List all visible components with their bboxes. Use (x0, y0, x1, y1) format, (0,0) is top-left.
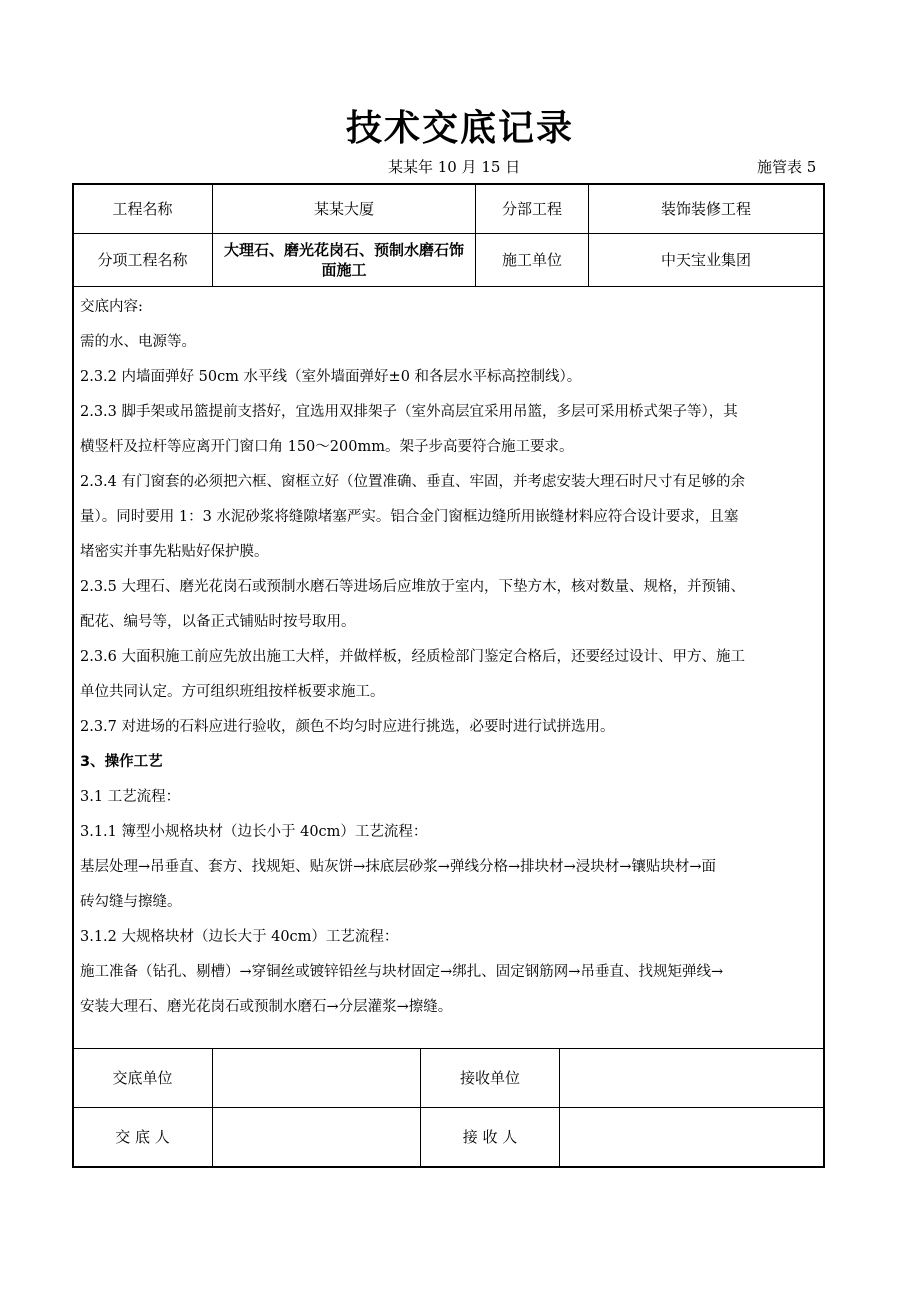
content-line: 3.1 工艺流程： (80, 789, 181, 805)
receiver-label: 接 收 人 (462, 1128, 518, 1146)
content-line: 2.3.3 脚手架或吊篮提前支搭好，宜选用双排架子（室外高层宜采用吊篮，多层可采用桥式架子等），其 (80, 404, 738, 420)
content-line: 施工准备（钻孔、剔槽）→穿铜丝或镀锌铅丝与块材固定→绑扎、固定钢筋网→吊垂直、找规矩弹线→ (80, 964, 724, 980)
content-line: 2.3.2 内墙面弹好 50cm 水平线（室外墙面弹好±0 和各层水平标高控制线）。 (80, 369, 582, 385)
receiving-unit-field[interactable] (560, 1049, 823, 1107)
content-line: 配花、编号等，以备正式铺贴时按号取用。 (80, 614, 356, 630)
row-divider (72, 286, 825, 287)
content-line: 量）。同时要用 1：3 水泥砂浆将缝隙堵塞严实。铝合金门窗框边缝所用嵌缝材料应符合设计要求，且塞 (80, 509, 739, 525)
content-line: 需的水、电源等。 (80, 334, 196, 350)
content-line: 单位共同认定。方可组织班组按样板要求施工。 (80, 684, 385, 700)
form-number: 施管表 5 (757, 158, 817, 176)
content-line: 堵密实并事先粘贴好保护膜。 (80, 544, 269, 560)
content-line: 砖勾缝与擦缝。 (80, 894, 182, 910)
receiver-field[interactable] (560, 1108, 823, 1166)
division-value: 装饰装修工程 (660, 199, 751, 218)
content-line: 横竖杆及拉杆等应离开门窗口角 150～200mm。架子步高要符合施工要求。 (80, 439, 574, 455)
contractor-value: 中天宝业集团 (660, 251, 751, 269)
handover-unit-label: 交底单位 (112, 1069, 173, 1087)
handover-person-field[interactable] (213, 1108, 420, 1166)
document-title: 技术交底记录 (345, 108, 574, 149)
content-line: 安装大理石、磨光花岗石或预制水磨石→分层灌浆→擦缝。 (80, 999, 453, 1015)
content-line: 2.3.6 大面积施工前应先放出施工大样，并做样板，经质检部门鉴定合格后，还要经过设计、甲方、施工 (80, 649, 745, 665)
content-label: 交底内容: (80, 299, 143, 315)
handover-unit-field[interactable] (213, 1049, 420, 1107)
content-line: 基层处理→吊垂直、套方、找规矩、贴灰饼→抹底层砂浆→弹线分格→排块材→浸块材→镶贴块材→面 (80, 859, 717, 875)
content-line: 2.3.4 有门窗套的必须把六框、窗框立好（位置准确、垂直、牢固，并考虑安装大理石时尺寸有足够的余 (80, 474, 745, 490)
content-line: 2.3.5 大理石、磨光花岗石或预制水磨石等进场后应堆放于室内，下垫方木，核对数量、规格，并预铺、 (80, 579, 745, 595)
handover-person-label: 交 底 人 (115, 1128, 170, 1146)
receiving-unit-label: 接收单位 (459, 1069, 520, 1087)
content-line: 2.3.7 对进场的石料应进行验收，颜色不均匀时应进行挑选，必要时进行试拼选用。 (80, 719, 615, 735)
disclosure-content (80, 290, 820, 1025)
document-date: 某某年 10 月 15 日 (388, 158, 521, 176)
division-label: 分部工程 (501, 199, 562, 218)
content-line: 3.1.2 大规格块材（边长大于 40cm）工艺流程： (80, 929, 399, 945)
content-line: 3.1.1 簿型小规格块材（边长小于 40cm）工艺流程： (80, 824, 428, 840)
project-name-value: 某某大厦 (313, 199, 374, 218)
contractor-label: 施工单位 (501, 251, 562, 269)
section-heading: 3、操作工艺 (80, 754, 163, 770)
subitem-label: 分项工程名称 (97, 251, 188, 269)
project-name-label: 工程名称 (112, 199, 173, 218)
subitem-value: 大理石、磨光花岗石、预制水磨石饰面施工 (223, 241, 464, 279)
